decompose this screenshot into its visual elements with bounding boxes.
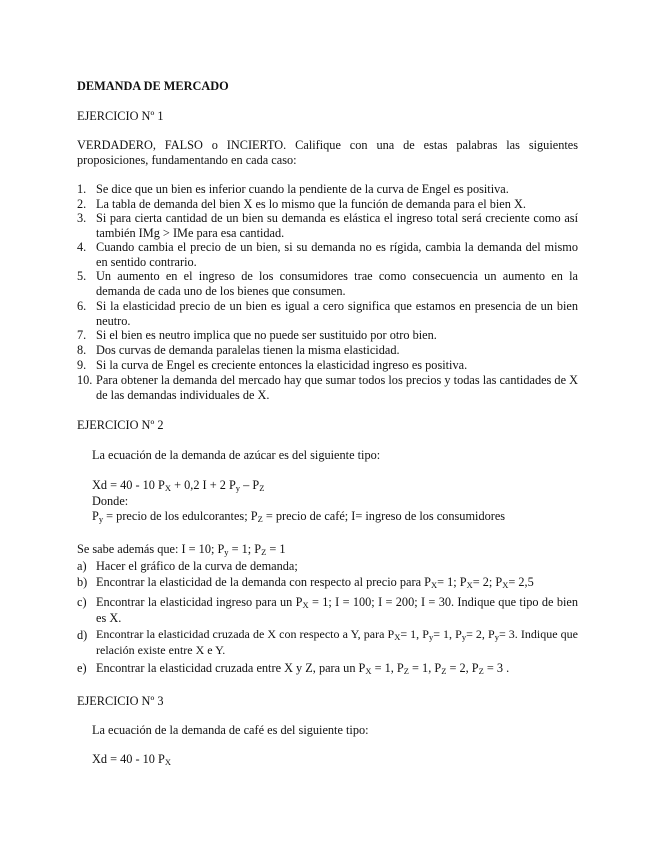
list-item: c) Encontrar la elasticidad ingreso para un $P_X = 1$; I = 100; I = 200; I = 30. Indique que tipo de bien es X. <box>77 595 578 626</box>
ejercicio-2-heading: EJERCICIO Nº 2 <box>77 418 164 432</box>
list-item: b) Encontrar la elasticidad de la demanda con respecto al precio para $P_X= 1$; $P_X= 2$; $P_X= 2,5$ <box>77 575 534 590</box>
ejercicio-3-heading: EJERCICIO Nº 3 <box>77 694 164 708</box>
list-item: 2. La tabla de demanda del bien X es lo mismo que la función de demanda para el bien X. <box>77 197 526 211</box>
ejercicio-2-given: Se sabe además que: I = 10; $P_y = 1$; $P_Z = 1$ <box>77 542 286 557</box>
ejercicio-3-intro: La ecuación de la demanda de café es del siguiente tipo: <box>92 723 369 737</box>
ejercicio-3-equation: Xd = 40 - 10 $P_X$ <box>92 752 172 767</box>
ejercicio-2-definitions: $P_y$ = precio de los edulcorantes; $P_Z$ = precio de café; I= ingreso de los consumidores <box>92 509 506 524</box>
list-item: 7. Si el bien es neutro implica que no puede ser sustituido por otro bien. <box>77 328 437 342</box>
donde-label: Donde: <box>92 494 129 508</box>
ejercicio-1-intro: VERDADERO, FALSO o INCIERTO. Califique con una de estas palabras las siguientes proposiciones, fundamentando en cada caso: <box>77 138 578 167</box>
ejercicio-1-heading: EJERCICIO Nº 1 <box>77 109 164 123</box>
list-item: 1. Se dice que un bien es inferior cuando la pendiente de la curva de Engel es positiva. <box>77 182 509 196</box>
list-item: a) Hacer el gráfico de la curva de demanda; <box>77 559 298 573</box>
list-item: 5. Un aumento en el ingreso de los consumidores trae como consecuencia un aumento en la demanda de cada uno de los bienes que consumen. <box>77 269 578 298</box>
ejercicio-2-equation: Xd = 40 - 10 $P_X + 0,2$ I + 2 $P_y - P_Z$ <box>92 478 265 493</box>
list-item: 6. Si la elasticidad precio de un bien es igual a cero significa que estamos en presencia de un bien neutro. <box>77 299 578 328</box>
list-item: 3. Si para cierta cantidad de un bien su demanda es elástica el ingreso total será creciente como así también IMg > IMe para esa cantidad. <box>77 211 578 240</box>
list-item: d) Encontrar la elasticidad cruzada de X con respecto a Y, para $P_X= 1$, $P_y= 1$, $P_y= 2$, $P_y= 3$. Indique que relación existe entre X e Y. <box>77 627 578 657</box>
list-item: e) Encontrar la elasticidad cruzada entre X y Z, para un $P_X = 1$, $P_Z = 1$, $P_Z = 2$, $P_Z = 3$ . <box>77 661 510 676</box>
list-item: 9. Si la curva de Engel es creciente entonces la elasticidad ingreso es positiva. <box>77 358 468 372</box>
list-item: 4. Cuando cambia el precio de un bien, si su demanda no es rígida, cambia la demanda del mismo en sentido contrario. <box>77 240 578 269</box>
list-item: 10. Para obtener la demanda del mercado hay que sumar todos los precios y todas las cantidades de X de las demandas individuales de X. <box>77 373 578 402</box>
list-item: 8. Dos curvas de demanda paralelas tienen la misma elasticidad. <box>77 343 400 357</box>
ejercicio-2-intro: La ecuación de la demanda de azúcar es del siguiente tipo: <box>92 448 381 462</box>
document-title: DEMANDA DE MERCADO <box>77 79 229 93</box>
